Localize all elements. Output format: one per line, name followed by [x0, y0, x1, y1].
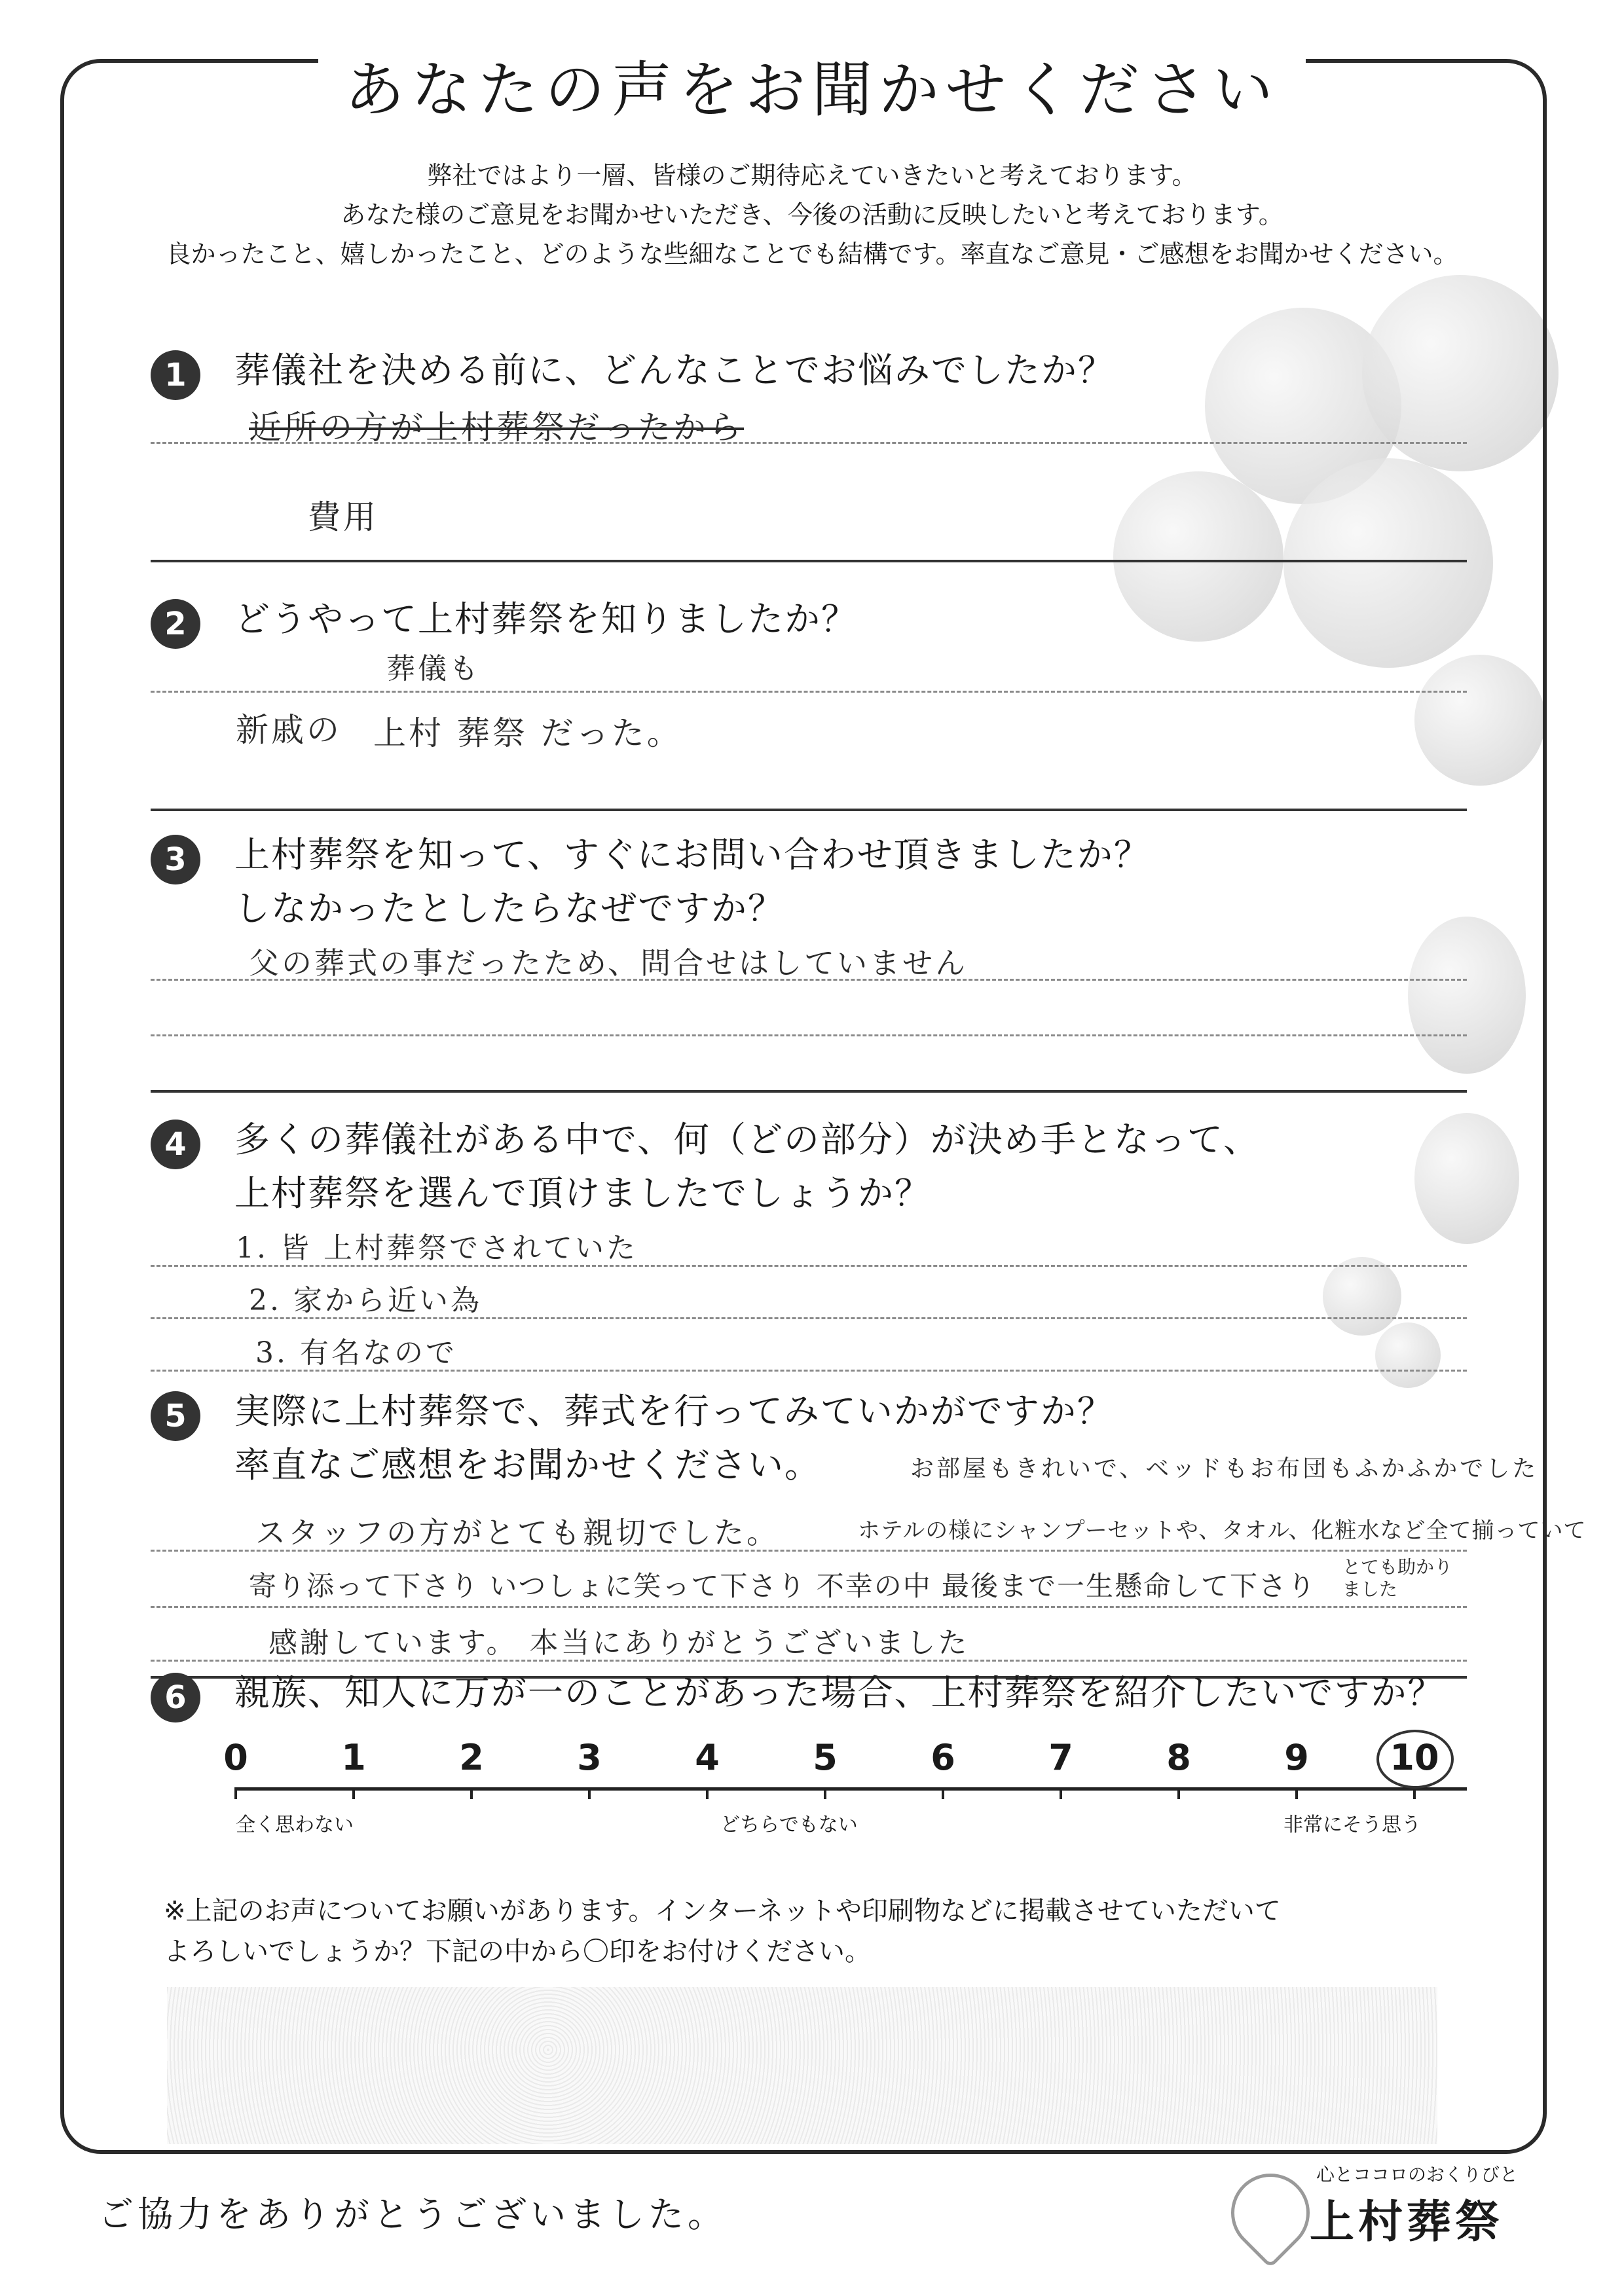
scale-tick[interactable]	[1375, 1735, 1454, 1781]
scale-tick-label: 10	[1390, 1737, 1439, 1778]
answer-handwriting: 父の葬式の事だったため、問合せはしていません	[249, 945, 969, 981]
answer-handwriting: 寄り添って下さり いつしょに笑って下さり 不幸の中 最後まで一生懸命して下さり	[249, 1570, 1317, 1602]
intro-line: 良かったこと、嬉しかったこと、どのような些細なことでも結構です。率直なご意見・ご感想をお聞かせください。	[166, 240, 1458, 268]
question-2	[151, 592, 1467, 752]
scale-tick-label: 5	[813, 1737, 838, 1778]
scale-tick-label: 2	[459, 1737, 484, 1778]
logo-name: 上村葬祭	[1310, 2196, 1504, 2248]
scale-tick[interactable]	[668, 1735, 747, 1781]
scale-axis	[236, 1787, 1467, 1791]
question-text: しなかったとしたらなぜですか？	[234, 888, 784, 929]
answer-handwriting: スタッフの方がとても親切でした。	[255, 1515, 779, 1550]
question-text: 実際に上村葬祭で、葬式を行ってみていかがですか？	[234, 1391, 1114, 1432]
answer-handwriting: 感謝しています。 本当にありがとうございました	[268, 1626, 970, 1660]
scale-tick[interactable]	[786, 1735, 864, 1781]
scale-tick-mark	[352, 1787, 355, 1799]
scale-tick-mark	[942, 1787, 944, 1799]
scale-tick[interactable]	[196, 1735, 275, 1781]
question-1	[151, 344, 1467, 536]
scale-low-label: 全く思わない	[236, 1813, 354, 1836]
scale-tick[interactable]	[1139, 1735, 1218, 1781]
note-line: ※上記のお声についてお願いがあります。インターネットや印刷物などに掲載させていただいて	[164, 1896, 1281, 1926]
answer-handwriting: 新戚の	[236, 711, 342, 749]
note-line: よろしいでしょうか？下記の中から〇印をお付けください。	[164, 1937, 871, 1967]
question-3	[151, 828, 1467, 981]
answer-handwriting: 2. 家から近い為	[249, 1284, 482, 1317]
answer-handwriting: 近所の方が上村葬祭だったから	[249, 409, 744, 446]
scale-tick-mark	[234, 1787, 237, 1799]
question-text: 率直なご感想をお聞かせください。	[234, 1444, 821, 1485]
question-4	[151, 1113, 1467, 1370]
scale-high-label: 非常にそう思う	[1283, 1813, 1421, 1836]
answer-handwriting: 上村 葬祭 だった。	[373, 714, 682, 752]
question-text: 親族、知人に万が一のことがあった場合、上村葬祭を紹介したいですか？	[234, 1672, 1445, 1713]
question-text: 上村葬祭を知って、すぐにお問い合わせ頂きましたか？	[234, 834, 1151, 875]
scale-tick[interactable]	[904, 1735, 982, 1781]
intro-line: あなた様のご意見をお聞かせいただき、今後の活動に反映したいと考えております。	[341, 200, 1283, 229]
answer-handwriting: 葬儀も	[386, 652, 481, 685]
intro-text	[0, 156, 1624, 274]
question-6	[151, 1666, 1467, 1720]
scale-tick-mark	[470, 1787, 473, 1799]
page-title: あなたの声をお聞かせください	[318, 51, 1306, 130]
scale-tick-label: 4	[695, 1737, 720, 1778]
question-number: 2	[151, 599, 200, 649]
scale-mid-label: どちらでもない	[720, 1813, 858, 1836]
question-number: 3	[151, 835, 200, 884]
scale-tick[interactable]	[550, 1735, 629, 1781]
scale-tick-label: 1	[341, 1737, 366, 1778]
scale-tick-mark	[1177, 1787, 1180, 1799]
answer-handwriting: 3. 有名なので	[255, 1336, 457, 1370]
intro-line: 弊社ではより一層、皆様のご期待応えていきたいと考えております。	[427, 161, 1197, 190]
rating-scale	[223, 1735, 1467, 1853]
answer-handwriting: とても助かりました	[1342, 1556, 1453, 1600]
question-5	[151, 1385, 1587, 1660]
question-text: 上村葬祭を選んで頂けましたでしょうか？	[234, 1173, 931, 1214]
permission-note	[164, 1891, 1473, 1972]
scale-tick-label: 9	[1284, 1737, 1309, 1778]
scale-tick[interactable]	[1257, 1735, 1336, 1781]
answer-handwriting: 費用	[308, 498, 378, 536]
scale-tick-mark	[1060, 1787, 1062, 1799]
scale-tick-mark	[1295, 1787, 1298, 1799]
question-number: 6	[151, 1673, 200, 1722]
scale-tick-mark	[706, 1787, 709, 1799]
question-number: 5	[151, 1391, 200, 1441]
scale-tick-label: 8	[1166, 1737, 1191, 1778]
answer-handwriting: ホテルの様にシャンプーセットや、タオル、化粧水など全て揃っていて	[858, 1518, 1587, 1544]
question-text: 多くの葬儀社がある中で、何（どの部分）が決め手となって、	[234, 1119, 1260, 1160]
scale-tick-label: 3	[577, 1737, 602, 1778]
selected-circle-mark	[1376, 1730, 1454, 1789]
scale-tick-mark	[1413, 1787, 1416, 1799]
scale-tick-label: 7	[1048, 1737, 1073, 1778]
question-number: 4	[151, 1120, 200, 1169]
logo-tagline: 心とココロのおくりびと	[1316, 2164, 1519, 2185]
thanks-message: ご協力をありがとうございました。	[98, 2194, 727, 2235]
scale-tick-label: 6	[931, 1737, 955, 1778]
obscured-region	[167, 1987, 1437, 2144]
answer-handwriting: お部屋もきれいで、ベッドもお布団もふかふかでした	[910, 1455, 1539, 1482]
scale-tick-mark	[588, 1787, 591, 1799]
scale-tick[interactable]	[314, 1735, 393, 1781]
scale-tick-label: 0	[223, 1737, 248, 1778]
scale-tick[interactable]	[1022, 1735, 1100, 1781]
scale-tick-mark	[824, 1787, 826, 1799]
answer-handwriting: 1. 皆 上村葬祭でされていた	[236, 1231, 638, 1265]
scale-tick[interactable]	[432, 1735, 511, 1781]
question-text: 葬儀社を決める前に、どんなことでお悩みでしたか？	[234, 350, 1115, 391]
question-text: どうやって上村葬祭を知りましたか？	[234, 598, 858, 640]
question-number: 1	[151, 350, 200, 400]
